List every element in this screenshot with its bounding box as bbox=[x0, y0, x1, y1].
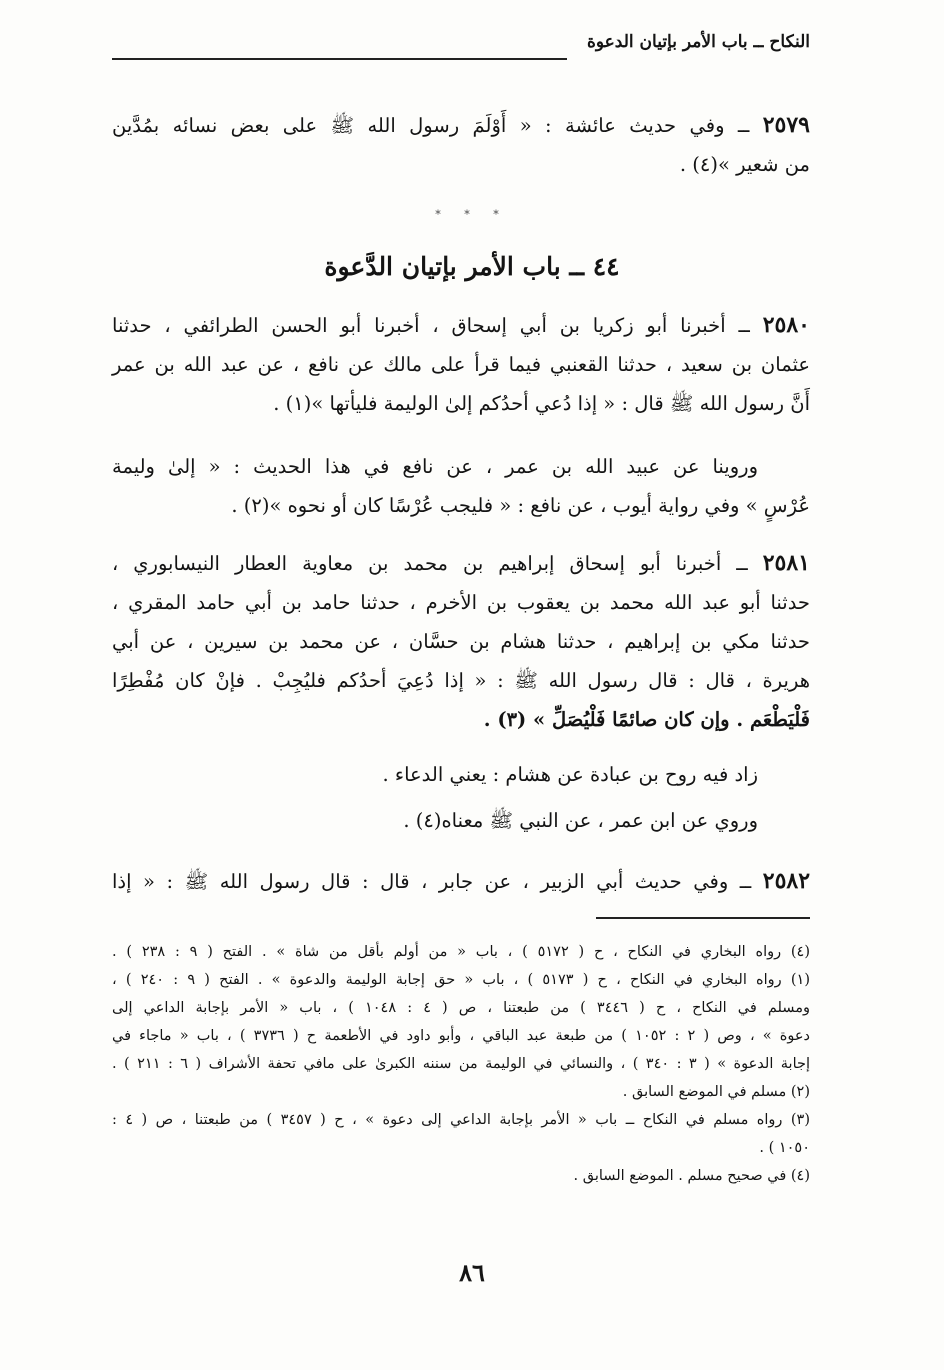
chapter-title: ٤٤ ــ باب الأمر بإتيان الدَّعوة bbox=[324, 252, 620, 281]
hadith-line: من شعير »(٤) . bbox=[679, 153, 810, 176]
hadith-line: فَلْيَطْعَم . وإن كان صائمًا فَلْيُصَلِّ » (٣) . bbox=[483, 708, 810, 731]
footnote-line: (١) رواه البخاري في النكاح ، ح ( ٥١٧٣ ) ، باب « حق إجابة الوليمة والدعوة » . الفتح ( ٩ : ٢٤٠ ) ، bbox=[112, 972, 810, 988]
hadith-number: ٢٥٧٩ bbox=[762, 112, 810, 138]
riwaya-2580 bbox=[112, 447, 810, 525]
footnote-line: دعوة » ، وص ( ٢ : ١٠٥٢ ) من طبعة عبد الباقي ، وأبو داود في الأطعمة ح ( ٣٧٣٦ ) ، باب « ماجاء في bbox=[112, 1028, 811, 1044]
hadith-line: عثمان بن سعيد ، حدثنا القعنبي فيما قرأ على مالك عن نافع ، عن عبد الله بن عمر bbox=[112, 353, 810, 376]
hadith-line: أَنَّ رسول الله ﷺ قال : « إذا دُعي أحدُكم إلىٰ الوليمة فليأتها »(١) . bbox=[273, 392, 810, 415]
hadith-2581 bbox=[112, 544, 810, 739]
hadith-number: ٢٥٨٢ bbox=[762, 868, 811, 894]
hadith-line: ٢٥٧٩ ــ وفي حديث عائشة : « أَوْلَمَ رسول الله ﷺ على بعض نسائه بمُدَّين bbox=[112, 112, 810, 138]
hadith-2582 bbox=[112, 862, 810, 901]
footnote-line: (٢) مسلم في الموضع السابق . bbox=[622, 1084, 810, 1100]
footnote-line: (٤) في صحيح مسلم . الموضع السابق . bbox=[573, 1168, 810, 1184]
riwaya-line: عُرْسٍ » وفي رواية أيوب ، عن نافع : « فليجب عُرْسًا كان أو نحوه »(٢) . bbox=[231, 494, 810, 517]
footnote-line: (٣) رواه مسلم في النكاح ــ باب « الأمر بإجابة الداعي إلى دعوة » ، ح ( ٣٤٥٧ ) من طبعتنا ، ص ( ٤ : bbox=[112, 1112, 810, 1128]
hadith-line: حدثنا مكي بن إبراهيم ، حدثنا هشام بن حسَّان ، عن محمد بن سيرين ، عن أبي bbox=[112, 630, 810, 653]
note-line: وروي عن ابن عمر ، عن النبي ﷺ معناه(٤) . bbox=[403, 809, 758, 832]
note-line: زاد فيه روح بن عبادة عن هشام : يعني الدعاء . bbox=[382, 763, 758, 786]
running-header bbox=[112, 30, 810, 66]
riwaya-line: وروينا عن عبيد الله بن عمر ، عن نافع في هذا الحديث : « إلىٰ وليمة bbox=[112, 455, 758, 478]
hadith-line: ٢٥٨١ ــ أخبرنا أبو إسحاق إبراهيم بن محمد بن معاوية العطار النيسابوري ، bbox=[112, 550, 810, 576]
hadith-2580 bbox=[112, 306, 810, 423]
notes-2581 bbox=[112, 752, 810, 844]
footnote-line: ١٠٥٠ ) . bbox=[759, 1140, 810, 1156]
section-separator: * * * bbox=[435, 208, 509, 221]
footnote-line: (٤) رواه البخاري في النكاح ، ح ( ٥١٧٢ ) ، باب « من أولم بأقل من شاة » . الفتح ( ٩ : ٢٣٨ ) . bbox=[112, 944, 811, 960]
footnote-line: إجابة الدعوة » ( ٣ : ٣٤٠ ) ، والنسائي في الوليمة من سننه الكبرىٰ على مافي تحفة الأشراف ( ٦ : ٢١١ ) . bbox=[112, 1056, 811, 1072]
footnotes bbox=[112, 938, 810, 1190]
hadith-line: حدثنا أبو عبد الله محمد بن يعقوب بن الأخرم ، حدثنا حامد بن أبي حامد المقري ، bbox=[112, 591, 810, 614]
hadith-line: ٢٥٨٠ ــ أخبرنا أبو زكريا بن أبي إسحاق ، أخبرنا أبو الحسن الطرائفي ، حدثنا bbox=[112, 312, 810, 338]
hadith-line: هريرة ، قال : قال رسول الله ﷺ : « إذا دُعِيَ أحدُكم فليُجِبْ . فإنْ كان مُفْطِرًا bbox=[112, 669, 810, 692]
running-title: النكاح ــ باب الأمر بإتيان الدعوة bbox=[586, 32, 810, 52]
hadith-number: ٢٥٨٠ bbox=[762, 312, 810, 338]
page-number: ٨٦ bbox=[459, 1258, 485, 1287]
hadith-number: ٢٥٨١ bbox=[762, 550, 810, 576]
header-rule bbox=[112, 58, 567, 60]
footnote-line: ومسلم في النكاح ، ح ( ٣٤٤٦ ) من طبعتنا ، ص ( ٤ : ١٠٤٨ ) ، باب « الأمر بإجابة الداعي إلى bbox=[112, 1000, 810, 1016]
hadith-line: ٢٥٨٢ ــ وفي حديث أبي الزبير ، عن جابر ، قال : قال رسول الله ﷺ : « إذا bbox=[112, 868, 811, 894]
footnote-rule bbox=[596, 917, 810, 919]
hadith-2579 bbox=[112, 106, 810, 184]
